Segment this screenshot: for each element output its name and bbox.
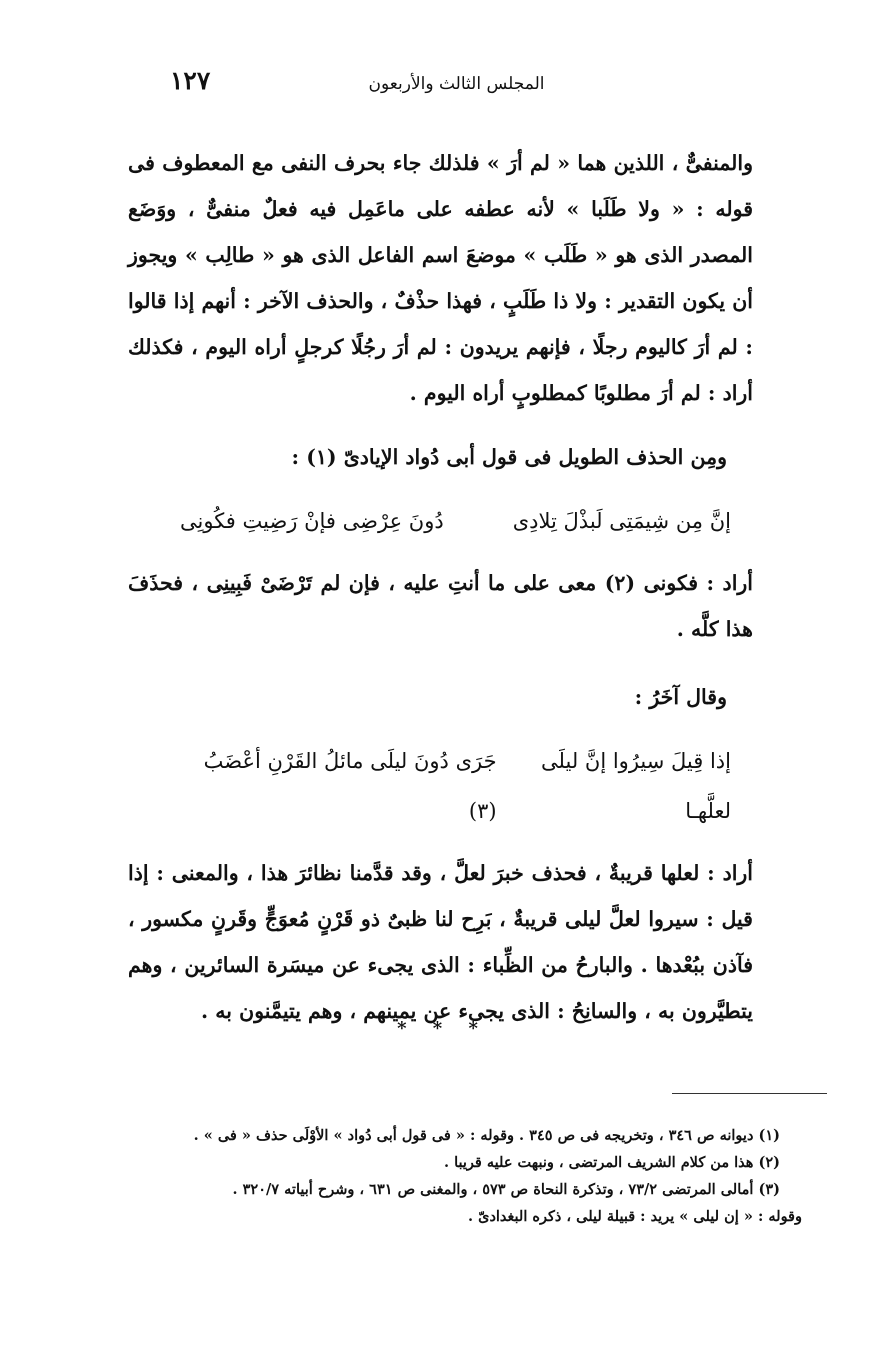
verse-1 <box>128 496 753 546</box>
footnote-divider <box>672 1093 827 1094</box>
verse-2 <box>128 736 753 836</box>
footnotes <box>128 1122 802 1230</box>
paragraph-4: وقال آخَرُ : <box>634 685 727 709</box>
verse-1-second-hemistich: دُونَ عِرْضِى فإنْ رَضِيتِ فكُونِى <box>180 509 444 533</box>
paragraph-5: أراد : لعلها قريبةٌ ، فحذف خبرَ لعلَّ ، وقد قدَّمنا نظائرَ هذا ، والمعنى : إذا قيل : سيروا لعلَّ ليلى قريبةٌ ، بَرِح لنا ظبىٌ ذو قَرْنٍ مُعوَجٍّ وقَرنٍ مكسور ، فآذن ببُعْدها . والبارحُ من الظِّباء : الذى يجىء عن ميسَرة السائرين ، وهم يتطيَّرون به ، والسانِحُ : الذى يجىء عن يمينهم ، وهم يتيمَّنون به . <box>128 861 753 1023</box>
paragraph-1: والمنفىٌّ ، اللذين هما « لم أرَ » فلذلك جاء بحرف النفى مع المعطوف فى قوله : « ولا طَلَبا » لأنه عطفه على ماعَمِل فيه فعلٌ منفىٌّ ، ووَضَع المصدر الذى هو « طَلَب » موضعَ اسم الفاعل الذى هو « طالِب » ويجوز أن يكون التقدير : ولا ذا طَلَبٍ ، فهذا حذْفٌ ، والحذف الآخر : أنهم إذا قالوا : لم أرَ كاليوم رجلًا ، فإنهم يريدون : لم أرَ رجُلًا كرجلٍ أراه اليوم ، فكذلك أراد : لم أرَ مطلوبًا كمطلوبٍ أراه اليوم . <box>128 151 753 405</box>
page-number: ١٢٧ <box>170 66 211 95</box>
verse-2-second-hemistich: جَرَى دُونَ ليلَى مائلُ القَرْنِ أعْضَبُ (٣) <box>203 749 497 823</box>
section-ornament: * * * <box>397 1018 488 1039</box>
footnote-2: (٢) هذا من كلام الشريف المرتضى ، ونبهت عليه قريبا . <box>443 1154 780 1171</box>
verse-2-first-hemistich: إذا قِيلَ سِيرُوا إنَّ ليلَى لعلَّهـا <box>541 749 731 823</box>
footnote-1: (١) ديوانه ص ٣٤٦ ، وتخريجه فى ص ٣٤٥ . وقوله : « فى قول أبى دُواد » الأوْلَى حذف « فى » . <box>193 1127 780 1144</box>
paragraph-2: ومِن الحذف الطويل فى قول أبى دُواد الإيادىّ (١) : <box>291 445 727 469</box>
main-text <box>128 140 753 1034</box>
paragraph-3: أراد : فكونى (٢) معى على ما أنتِ عليه ، فإن لم تَرْضَىْ فَبِينِى ، فحذَفَ هذا كلَّه . <box>128 571 753 641</box>
footnote-3-continuation: وقوله : « إن ليلى » يريد : قبيلة ليلى ، ذكره البغدادىّ . <box>468 1208 802 1225</box>
footnote-3: (٣) أمالى المرتضى ٧٣/٢ ، وتذكرة النحاة ص ٥٧٣ ، والمغنى ص ٦٣١ ، وشرح أبياته ٣٢٠/٧ . <box>232 1181 780 1198</box>
running-title: المجلس الثالث والأربعون <box>368 74 545 94</box>
page-header <box>160 66 753 102</box>
verse-1-first-hemistich: إنَّ مِن شِيمَتِى لَبذْلَ تِلادِى <box>512 509 731 533</box>
